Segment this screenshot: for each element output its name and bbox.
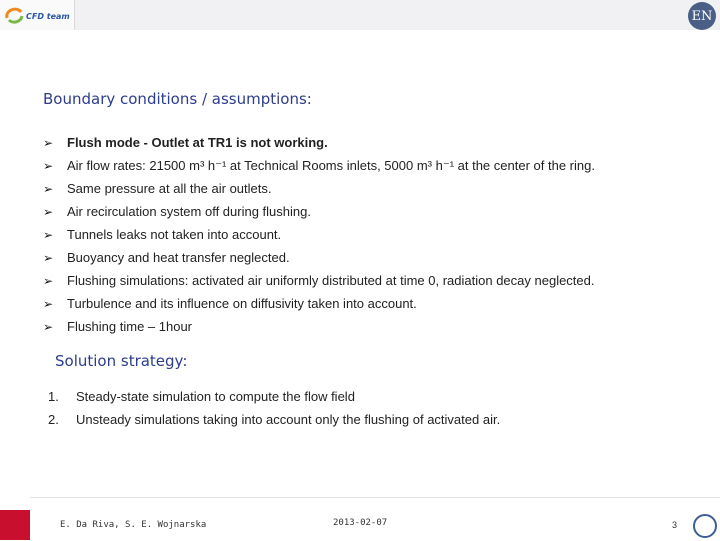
en-department-logo: EN [688,2,716,30]
footer-date: 2013-02-07 [333,518,388,528]
list-item: ➢ Turbulence and its influence on diffusivity taken into account. [43,296,417,311]
strategy-steps [48,385,500,431]
footer-author: E. Da Riva, S. E. Wojnarska [60,520,207,530]
arrow-bullet-icon: ➢ [43,181,54,196]
list-item: 2. Unsteady simulations taking into account only the flushing of activated air. [48,412,501,427]
list-item: ➢ Air flow rates: 21500 m³ h⁻¹ at Technical Rooms inlets, 5000 m³ h⁻¹ at the center of the ring. [43,157,595,173]
list-item: ➢ Tunnels leaks not taken into account. [43,227,282,242]
list-item: ➢ Flushing time – 1hour [43,319,193,334]
cfd-swirl-icon [3,4,25,26]
arrow-bullet-icon: ➢ [43,135,54,150]
section-title-boundary-conditions: Boundary conditions / assumptions: [43,90,312,108]
cfd-team-logo [0,0,75,30]
arrow-bullet-icon: ➢ [43,227,54,242]
list-item: ➢ Buoyancy and heat transfer neglected. [43,250,290,265]
cern-logo-icon [693,514,717,538]
footer-red-block [0,510,30,540]
arrow-bullet-icon: ➢ [43,273,54,288]
list-item: 1. Steady-state simulation to compute the flow field [48,389,355,404]
arrow-bullet-icon: ➢ [43,158,54,173]
arrow-bullet-icon: ➢ [43,296,54,311]
list-item: ➢ Flushing simulations: activated air uniformly distributed at time 0, radiation decay neglected. [43,273,595,288]
arrow-bullet-icon: ➢ [43,319,54,334]
arrow-bullet-icon: ➢ [43,250,54,265]
arrow-bullet-icon: ➢ [43,204,54,219]
list-item: ➢ Flush mode - Outlet at TR1 is not working. [43,135,328,150]
section-title-solution-strategy: Solution strategy: [55,352,188,370]
header-bar [0,0,720,30]
list-item: ➢ Air recirculation system off during flushing. [43,204,311,219]
assumptions-list [43,131,595,338]
page-number: 3 [672,520,678,530]
list-item: ➢ Same pressure at all the air outlets. [43,181,272,196]
cfd-team-logo-text: CFD team [26,12,70,21]
